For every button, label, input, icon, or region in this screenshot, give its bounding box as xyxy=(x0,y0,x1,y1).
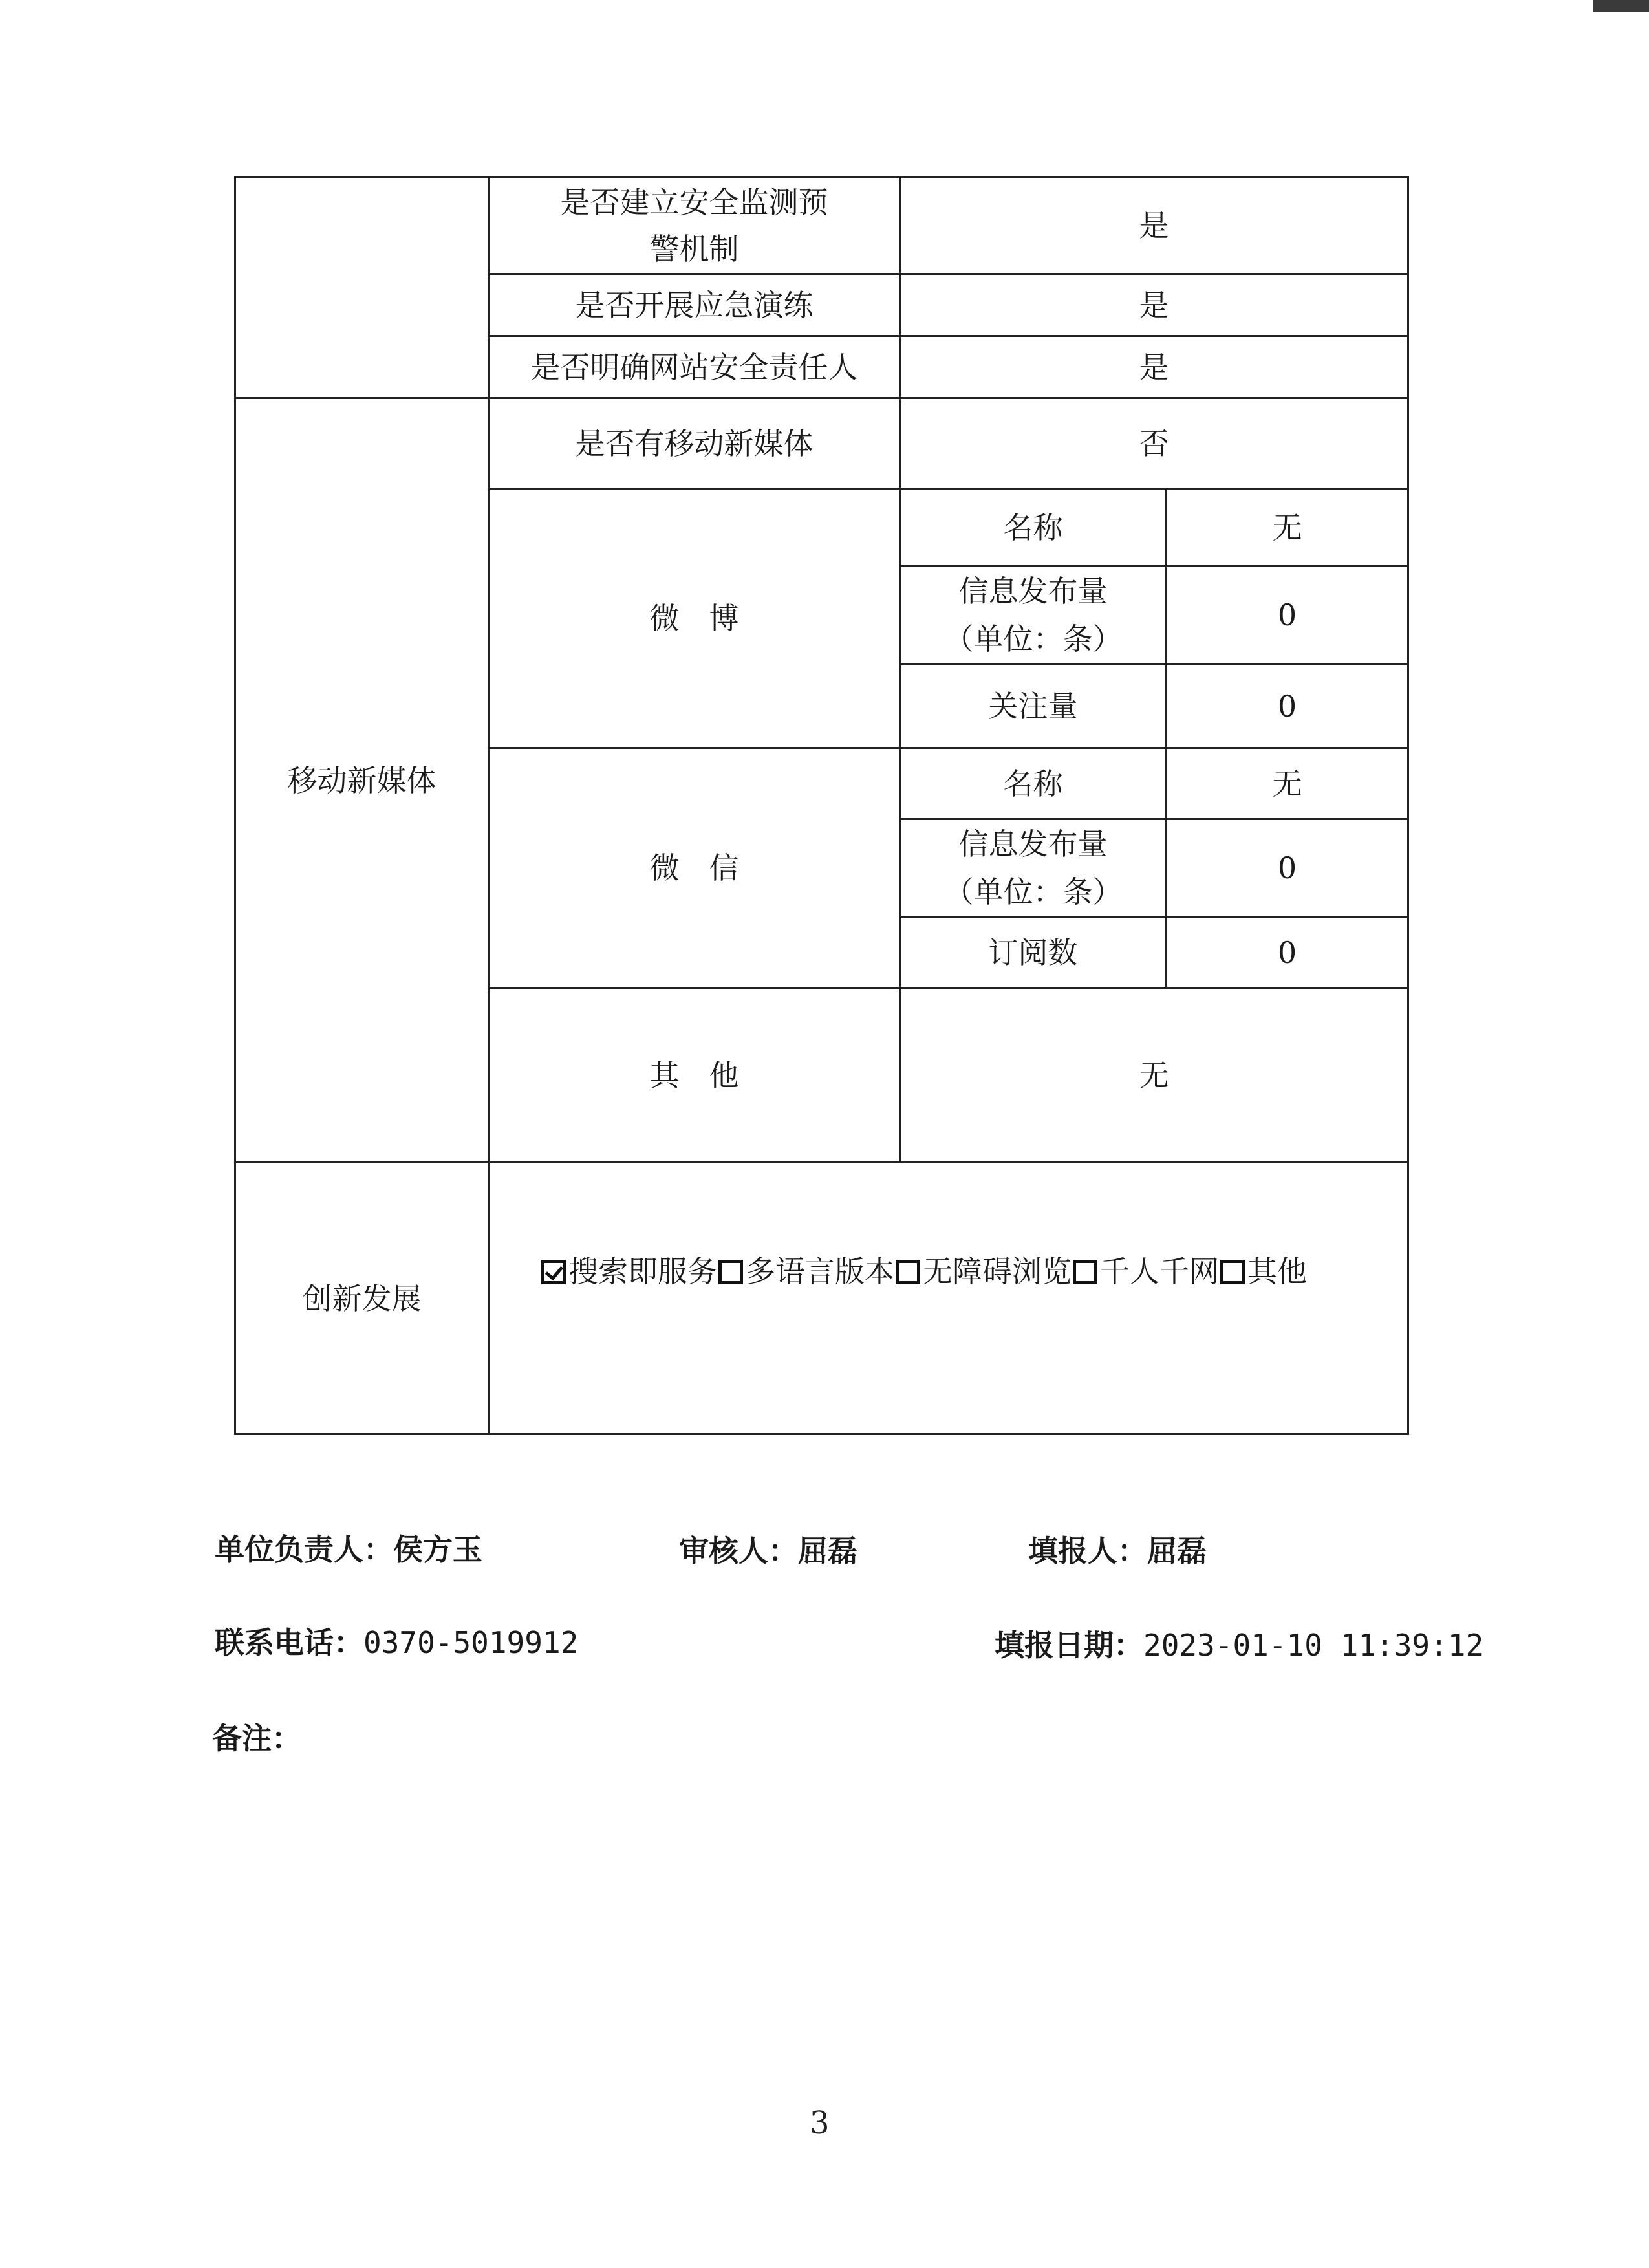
wechat-label: 微 信 xyxy=(489,748,900,988)
weibo-followers-value: 0 xyxy=(1167,664,1408,748)
drill-value: 是 xyxy=(900,274,1408,336)
innovation-label: 创新发展 xyxy=(235,1163,489,1434)
unit-head-label: 单位负责人： xyxy=(215,1532,393,1567)
page-number: 3 xyxy=(810,2105,830,2141)
remark-label: 备注： xyxy=(212,1721,301,1756)
wechat-posts-label: 信息发布量 （单位：条） xyxy=(900,819,1167,917)
innovation-option-personalized[interactable]: 千人千网 xyxy=(1073,1254,1220,1289)
other-media-label: 其 他 xyxy=(489,988,900,1163)
drill-label: 是否开展应急演练 xyxy=(489,274,900,336)
weibo-name-label: 名称 xyxy=(900,489,1167,567)
table-row xyxy=(235,177,1408,274)
responsible-value: 是 xyxy=(900,336,1408,398)
weibo-name-value: 无 xyxy=(1167,489,1408,567)
phone-value: 0370-5019912 xyxy=(363,1625,579,1660)
table-row xyxy=(235,1163,1408,1434)
reviewer-field xyxy=(679,1528,857,1570)
date-field xyxy=(995,1622,1483,1665)
wechat-subscribers-value: 0 xyxy=(1167,917,1408,988)
innovation-option-accessibility[interactable]: 无障碍浏览 xyxy=(896,1254,1073,1289)
filler-field xyxy=(1028,1528,1207,1570)
remark-field xyxy=(212,1715,301,1758)
date-label: 填报日期： xyxy=(995,1628,1143,1663)
date-value: 2023-01-10 11:39:12 xyxy=(1143,1628,1484,1663)
filler-value: 屈磊 xyxy=(1147,1533,1207,1568)
monitoring-value: 是 xyxy=(900,177,1408,274)
report-table xyxy=(234,176,1409,1435)
has-mobile-media-label: 是否有移动新媒体 xyxy=(489,398,900,489)
checkbox-empty-icon[interactable] xyxy=(1073,1260,1097,1284)
responsible-label: 是否明确网站安全责任人 xyxy=(489,336,900,398)
wechat-posts-value: 0 xyxy=(1167,819,1408,917)
checkbox-empty-icon[interactable] xyxy=(718,1260,743,1284)
unit-head-field xyxy=(215,1526,482,1569)
weibo-followers-label: 关注量 xyxy=(900,664,1167,748)
phone-field xyxy=(215,1619,578,1662)
checkbox-empty-icon[interactable] xyxy=(1220,1260,1245,1284)
scan-edge-mark xyxy=(1593,0,1649,12)
unit-head-value: 侯方玉 xyxy=(393,1532,482,1567)
wechat-name-value: 无 xyxy=(1167,748,1408,819)
reviewer-value: 屈磊 xyxy=(798,1533,857,1568)
filler-label: 填报人： xyxy=(1028,1533,1147,1568)
weibo-posts-label: 信息发布量 （单位：条） xyxy=(900,567,1167,664)
wechat-name-label: 名称 xyxy=(900,748,1167,819)
weibo-posts-value: 0 xyxy=(1167,567,1408,664)
weibo-label: 微 博 xyxy=(489,489,900,748)
monitoring-label: 是否建立安全监测预警机制 xyxy=(489,177,900,274)
mobile-media-section-label: 移动新媒体 xyxy=(235,398,489,1163)
innovation-option-other[interactable]: 其他 xyxy=(1220,1254,1308,1289)
innovation-option-multilingual[interactable]: 多语言版本 xyxy=(718,1254,896,1289)
checkbox-empty-icon[interactable] xyxy=(896,1260,920,1284)
security-section-cell xyxy=(235,177,489,398)
innovation-options xyxy=(489,1163,1408,1434)
phone-label: 联系电话： xyxy=(215,1625,363,1660)
checkbox-checked-icon[interactable] xyxy=(541,1260,566,1284)
has-mobile-media-value: 否 xyxy=(900,398,1408,489)
reviewer-label: 审核人： xyxy=(679,1533,798,1568)
innovation-option-search-service[interactable]: 搜索即服务 xyxy=(541,1254,718,1289)
other-media-value: 无 xyxy=(900,988,1408,1163)
table-row xyxy=(235,398,1408,489)
wechat-subscribers-label: 订阅数 xyxy=(900,917,1167,988)
